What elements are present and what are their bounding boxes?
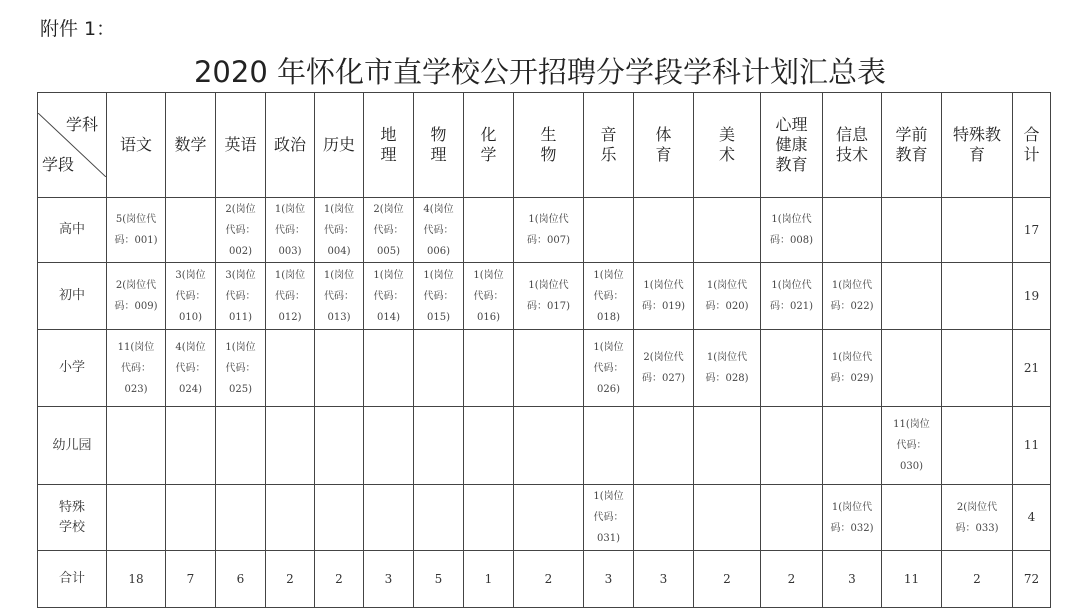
total-cell: 2	[514, 551, 584, 608]
quota-cell	[514, 485, 584, 551]
header-row	[38, 93, 1051, 198]
total-cell: 4	[1013, 485, 1051, 551]
quota-cell	[694, 198, 761, 263]
quota-cell: 1(岗位 代码： 013)	[315, 263, 364, 330]
corner-header	[38, 93, 107, 198]
column-header: 体 育	[634, 93, 694, 198]
quota-cell: 1(岗位 代码： 026)	[584, 330, 634, 407]
total-cell: 2	[266, 551, 315, 608]
total-cell: 18	[107, 551, 166, 608]
quota-cell: 1(岗位 代码： 003)	[266, 198, 315, 263]
quota-cell: 1(岗位 代码： 025)	[216, 330, 266, 407]
column-header: 物 理	[414, 93, 464, 198]
quota-cell	[694, 485, 761, 551]
total-cell: 3	[634, 551, 694, 608]
quota-cell	[634, 198, 694, 263]
total-cell: 3	[364, 551, 414, 608]
total-cell: 3	[584, 551, 634, 608]
table-row	[38, 551, 1051, 608]
quota-cell	[823, 198, 882, 263]
table-row	[38, 263, 1051, 330]
quota-cell	[315, 407, 364, 485]
total-cell: 2	[761, 551, 823, 608]
column-header: 政治	[266, 93, 315, 198]
total-cell: 1	[464, 551, 514, 608]
column-header: 合 计	[1013, 93, 1051, 198]
quota-cell: 1(岗位 代码： 018)	[584, 263, 634, 330]
quota-cell	[514, 330, 584, 407]
quota-cell: 1(岗位代 码：029)	[823, 330, 882, 407]
quota-cell	[414, 485, 464, 551]
quota-cell	[634, 485, 694, 551]
quota-cell	[364, 407, 414, 485]
column-header: 数学	[166, 93, 216, 198]
quota-cell	[266, 485, 315, 551]
table-row	[38, 330, 1051, 407]
quota-cell	[942, 263, 1013, 330]
row-label: 小学	[38, 330, 107, 407]
quota-cell: 11(岗位 代码： 023)	[107, 330, 166, 407]
column-header: 生 物	[514, 93, 584, 198]
quota-cell	[216, 407, 266, 485]
total-cell: 5	[414, 551, 464, 608]
quota-cell	[942, 330, 1013, 407]
quota-cell: 11(岗位 代码： 030)	[882, 407, 942, 485]
attachment-label: 附件 1：	[40, 18, 116, 40]
quota-cell: 2(岗位代 码：009)	[107, 263, 166, 330]
column-header: 特殊教 育	[942, 93, 1013, 198]
quota-cell	[761, 330, 823, 407]
column-header: 信息 技术	[823, 93, 882, 198]
column-header: 心理 健康 教育	[761, 93, 823, 198]
quota-cell: 1(岗位代 码：019)	[634, 263, 694, 330]
total-cell: 2	[942, 551, 1013, 608]
quota-cell: 4(岗位 代码： 006)	[414, 198, 464, 263]
quota-cell: 1(岗位 代码： 016)	[464, 263, 514, 330]
total-cell: 3	[823, 551, 882, 608]
quota-cell: 1(岗位代 码：007)	[514, 198, 584, 263]
table-row	[38, 198, 1051, 263]
column-header: 历史	[315, 93, 364, 198]
quota-cell: 1(岗位 代码： 015)	[414, 263, 464, 330]
quota-cell	[584, 407, 634, 485]
column-header: 化 学	[464, 93, 514, 198]
quota-cell	[266, 407, 315, 485]
total-cell: 11	[1013, 407, 1051, 485]
total-cell: 2	[315, 551, 364, 608]
quota-cell: 1(岗位代 码：022)	[823, 263, 882, 330]
quota-cell: 5(岗位代 码：001)	[107, 198, 166, 263]
quota-cell	[882, 263, 942, 330]
total-cell: 6	[216, 551, 266, 608]
quota-cell: 2(岗位代 码：033)	[942, 485, 1013, 551]
quota-cell	[414, 330, 464, 407]
quota-cell	[216, 485, 266, 551]
quota-cell	[464, 198, 514, 263]
recruitment-plan-table	[37, 92, 1051, 608]
quota-cell: 3(岗位 代码： 011)	[216, 263, 266, 330]
quota-cell: 2(岗位 代码： 002)	[216, 198, 266, 263]
quota-cell	[882, 485, 942, 551]
row-label: 特殊 学校	[38, 485, 107, 551]
column-header: 语文	[107, 93, 166, 198]
quota-cell: 1(岗位 代码： 004)	[315, 198, 364, 263]
total-cell: 11	[882, 551, 942, 608]
column-header: 地 理	[364, 93, 414, 198]
quota-cell	[634, 407, 694, 485]
quota-cell	[882, 198, 942, 263]
quota-cell	[694, 407, 761, 485]
quota-cell: 1(岗位代 码：032)	[823, 485, 882, 551]
quota-cell	[761, 485, 823, 551]
column-header: 音 乐	[584, 93, 634, 198]
quota-cell	[464, 485, 514, 551]
quota-cell: 3(岗位 代码： 010)	[166, 263, 216, 330]
quota-cell	[107, 407, 166, 485]
quota-cell: 2(岗位代 码：027)	[634, 330, 694, 407]
column-header: 美 术	[694, 93, 761, 198]
row-label: 幼儿园	[38, 407, 107, 485]
row-label: 初中	[38, 263, 107, 330]
corner-subject-label: 学科	[65, 115, 98, 134]
total-cell: 21	[1013, 330, 1051, 407]
quota-cell: 1(岗位 代码： 014)	[364, 263, 414, 330]
total-cell: 19	[1013, 263, 1051, 330]
quota-cell	[266, 330, 315, 407]
quota-cell: 1(岗位 代码： 012)	[266, 263, 315, 330]
quota-cell	[364, 330, 414, 407]
row-label: 合计	[38, 551, 107, 608]
quota-cell	[942, 198, 1013, 263]
quota-cell	[166, 485, 216, 551]
quota-cell	[882, 330, 942, 407]
quota-cell	[414, 407, 464, 485]
quota-cell: 1(岗位 代码： 031)	[584, 485, 634, 551]
quota-cell	[761, 407, 823, 485]
quota-cell	[464, 407, 514, 485]
quota-cell	[315, 330, 364, 407]
column-header: 英语	[216, 93, 266, 198]
document-title: 2020 年怀化市直学校公开招聘分学段学科计划汇总表	[193, 55, 887, 89]
total-cell: 17	[1013, 198, 1051, 263]
quota-cell: 1(岗位代 码：020)	[694, 263, 761, 330]
total-cell: 7	[166, 551, 216, 608]
row-label: 高中	[38, 198, 107, 263]
quota-cell	[584, 198, 634, 263]
quota-cell	[364, 485, 414, 551]
quota-cell: 1(岗位代 码：028)	[694, 330, 761, 407]
total-cell: 2	[694, 551, 761, 608]
quota-cell: 2(岗位 代码： 005)	[364, 198, 414, 263]
corner-stage-label: 学段	[42, 155, 75, 174]
quota-cell	[464, 330, 514, 407]
quota-cell	[942, 407, 1013, 485]
quota-cell	[315, 485, 364, 551]
quota-cell	[107, 485, 166, 551]
column-header: 学前 教育	[882, 93, 942, 198]
total-cell: 72	[1013, 551, 1051, 608]
quota-cell	[514, 407, 584, 485]
quota-cell: 4(岗位 代码： 024)	[166, 330, 216, 407]
table-row	[38, 485, 1051, 551]
quota-cell: 1(岗位代 码：008)	[761, 198, 823, 263]
quota-cell	[823, 407, 882, 485]
quota-cell	[166, 198, 216, 263]
table-row	[38, 407, 1051, 485]
quota-cell: 1(岗位代 码：021)	[761, 263, 823, 330]
quota-cell: 1(岗位代 码：017)	[514, 263, 584, 330]
quota-cell	[166, 407, 216, 485]
